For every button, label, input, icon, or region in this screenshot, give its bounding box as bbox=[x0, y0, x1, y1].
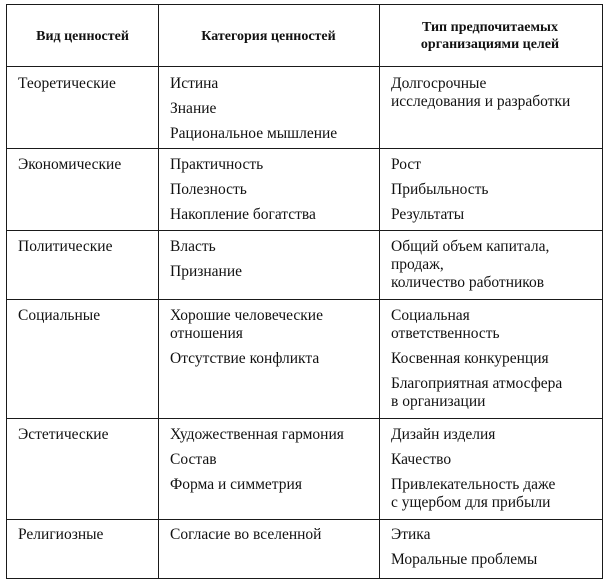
goal-item bbox=[391, 238, 549, 292]
goal-line: количество работников bbox=[391, 274, 545, 291]
value-category-cell bbox=[170, 307, 323, 368]
row-divider bbox=[7, 519, 602, 520]
value-type-cell: Социальные bbox=[18, 307, 101, 324]
goal-item: Прибыльность bbox=[391, 181, 489, 198]
goal-type-cell bbox=[391, 307, 562, 411]
category-item: Рациональное мышление bbox=[170, 125, 338, 142]
category-item: Форма и симметрия bbox=[170, 476, 302, 493]
goal-item bbox=[391, 307, 562, 343]
category-item: Накопление богатства bbox=[170, 206, 316, 223]
row-divider bbox=[7, 230, 602, 231]
header-value-type: Вид ценностей bbox=[36, 29, 129, 44]
row-divider bbox=[7, 299, 602, 300]
row-divider bbox=[7, 418, 602, 419]
value-type-cell: Религиозные bbox=[18, 526, 104, 543]
goal-item: Рост bbox=[391, 156, 422, 173]
value-category-cell bbox=[170, 426, 344, 494]
goal-type-cell bbox=[391, 75, 570, 111]
value-category-cell bbox=[170, 238, 242, 281]
category-item: Полезность bbox=[170, 181, 247, 198]
category-item: Художественная гармония bbox=[170, 426, 344, 443]
goal-line: Долгосрочные bbox=[391, 75, 487, 92]
header-goal-type-line: организациями целей bbox=[420, 37, 560, 52]
value-type-cell: Теоретические bbox=[18, 75, 116, 92]
goal-item: Этика bbox=[391, 526, 431, 543]
category-item: Отсутствие конфликта bbox=[170, 350, 320, 367]
category-item: Признание bbox=[170, 263, 243, 280]
goal-line: в организации bbox=[391, 393, 486, 410]
goal-type-cell bbox=[391, 426, 555, 512]
goal-item: Моральные проблемы bbox=[391, 551, 538, 568]
value-category-cell bbox=[170, 526, 321, 544]
category-item: Власть bbox=[170, 238, 216, 255]
value-type-cell: Эстетические bbox=[18, 426, 109, 443]
value-type-cell: Политические bbox=[18, 238, 113, 255]
category-item: Состав bbox=[170, 451, 217, 468]
category-item bbox=[170, 307, 323, 343]
header-divider bbox=[7, 66, 602, 67]
goal-type-cell bbox=[391, 156, 489, 224]
goal-item: Дизайн изделия bbox=[391, 426, 496, 443]
column-divider-2 bbox=[379, 5, 380, 578]
category-line: Хорошие человеческие bbox=[170, 307, 323, 324]
value-category-cell bbox=[170, 75, 337, 143]
goal-line: продаж, bbox=[391, 256, 444, 273]
goal-line: Социальная bbox=[391, 307, 470, 324]
goal-line: с ущербом для прибыли bbox=[391, 494, 551, 511]
goal-item bbox=[391, 375, 562, 411]
goal-item: Качество bbox=[391, 451, 452, 468]
header-value-category: Категория ценностей bbox=[201, 29, 336, 44]
goal-type-cell bbox=[391, 526, 537, 569]
category-item: Согласие во вселенной bbox=[170, 526, 322, 543]
category-item: Практичность bbox=[170, 156, 264, 173]
header-goal-type bbox=[379, 19, 601, 53]
goal-line: Общий объем капитала, bbox=[391, 238, 550, 255]
column-divider-1 bbox=[158, 5, 159, 578]
goal-line: Привлекательность даже bbox=[391, 476, 556, 493]
goal-item: Результаты bbox=[391, 206, 465, 223]
goal-line: ответственность bbox=[391, 325, 500, 342]
goal-line: Благоприятная атмосфера bbox=[391, 375, 563, 392]
category-item: Знание bbox=[170, 100, 217, 117]
goal-type-cell bbox=[391, 238, 549, 292]
category-item: Истина bbox=[170, 75, 219, 92]
goal-item bbox=[391, 75, 570, 111]
value-type-cell: Экономические bbox=[18, 156, 122, 173]
value-category-cell bbox=[170, 156, 316, 224]
values-table bbox=[6, 4, 603, 579]
header-goal-type-line: Тип предпочитаемых bbox=[422, 20, 558, 35]
goal-item: Косвенная конкуренция bbox=[391, 350, 549, 367]
category-line: отношения bbox=[170, 325, 243, 342]
goal-item bbox=[391, 476, 555, 512]
row-divider bbox=[7, 148, 602, 149]
goal-line: исследования и разработки bbox=[391, 93, 571, 110]
